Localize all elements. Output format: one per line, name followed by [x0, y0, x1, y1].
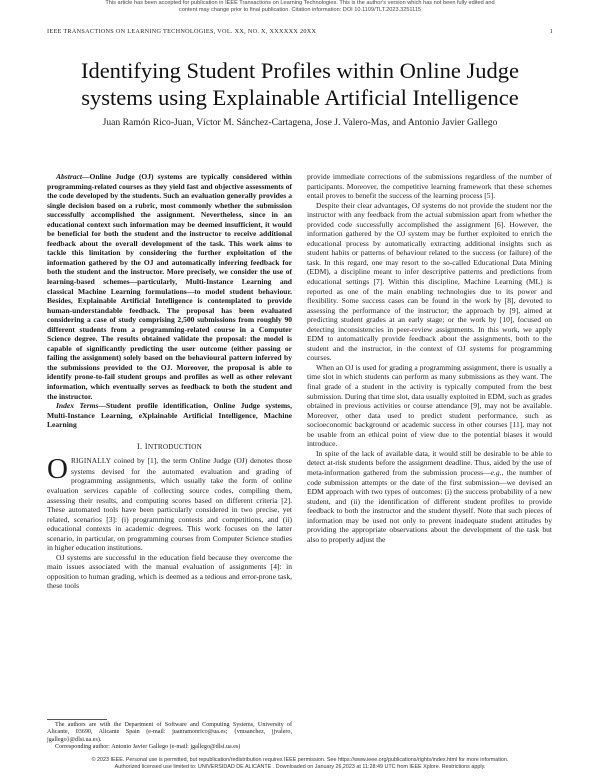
intro-paragraph-3: Despite their clear advantages, OJ systems do not provide the student nor the instructor with any feedback from the actual submission apart from whether the provided code successfully accomplished the assignment [6]. However, the information gathered by the OJ system may be further exploited to enrich the educational process by automatically extracting additional insights such as student habits or patterns of behaviour related to the success (or failure) of the task. In this regard, one may resort to the so-called Educational Data Mining (EDM), a discipline meant to infer descriptive patterns and predictions from educational settings [7]. Within this discipline, Machine Learning (ML) is reported as one of the main enabling technologies due to its power and flexibility. Some success cases can be found in the work by [8], devoted to assessing the performance of the instructor; the approach by [9], aimed at predicting student grades at an early stage; or the work by [10], focused on detecting inconsistencies in peer-review assignments. In this work, we apply EDM to automatically provide feedback about the assignments, both to the student and the instructor, in the context of OJ systems for programming courses.	[307, 200, 552, 363]
footnote-corresponding-author: Corresponding author: Antonio Javier Gallego (e-mail: jgallego@dlsi.ua.es)	[55, 744, 241, 751]
banner-line-1: This article has been accepted for publication in IEEE Transactions on Learning Technologies. This is the author's version which has not been fully edited and	[105, 0, 495, 6]
running-head	[47, 28, 553, 35]
right-column	[307, 172, 552, 544]
drop-cap: O	[47, 453, 68, 486]
footnote-rule	[47, 719, 107, 720]
author-footnote	[47, 722, 292, 752]
left-column	[47, 172, 292, 591]
intro-paragraph-5-part-a: In spite of the lack of available data, it would still be desirable to be able to detect at-risk students before the assignment deadline. Thus, aided by the use of meta-information gathered from the submission process—	[307, 448, 552, 477]
intro-paragraph-2-continued: provide immediate corrections of the submissions regardless of the number of participants. Moreover, the competitive learning framework that these schemes entail proves to benefit the success of the learning process [5].	[307, 172, 552, 201]
section-heading-introduction	[47, 442, 292, 453]
footnote-affiliation: The authors are with the Department of Software and Computing Systems, University of Alicante, 03690, Alicante Spain (e-mail: juanramonrico@ua.es; {vmsanchez, jjvalero, jgallego}@dlsi.ua.es).	[47, 722, 292, 743]
index-terms	[47, 401, 292, 430]
paper-title	[40, 57, 560, 111]
abstract-label: Abstract	[56, 172, 82, 181]
abstract-text: —Online Judge (OJ) systems are typically considered within programming-related courses as they yield fast and objective assessments of the code developed by the students. Such an evaluation generally provides a single decision based on a rubric, most commonly whether the submission successfully accomplished the assignment. Nevertheless, since in an educational context such information may be deemed insufficient, it would be beneficial for both the student and the instructor to receive additional feedback about the overall development of the task. This work aims to tackle this limitation by considering the further exploitation of the information gathered by the OJ and automatically inferring feedback for both the student and the instructor. More precisely, we consider the use of learning-based schemes—particularly, Multi-Instance Learning and classical Machine Learning formulations—to model student behaviour. Besides, Explainable Artificial Intelligence is contemplated to provide human-understandable feedback. The proposal has been evaluated considering a case of study comprising 2,500 submissions from roughly 90 different students from a programming-related course in a Computer Science degree. The results obtained validate the proposal: the model is capable of significantly predicting the user outcome (either passing or failing the assignment) solely based on the behavioural pattern inferred by the submissions provided to the OJ. Moreover, the proposal is able to identify prone-to-fail student groups and profiles as well as other relevant information, which eventually serves as feedback to both the student and the instructor.	[47, 172, 292, 401]
intro-paragraph-5	[307, 449, 552, 544]
abstract	[47, 172, 292, 401]
index-terms-text: —Student profile identification, Online Judge systems, Multi-Instance Learning, eXplainable Artificial Intelligence, Machine Learning	[47, 401, 292, 430]
first-word: RIGINALLY	[70, 457, 112, 466]
title-line-2: systems using Explainable Artificial Intelligence	[81, 85, 519, 110]
intro-paragraph-2-start: OJ systems are successful in the education field because they overcome the main issues associated with the manual evaluation of assignments [4]: in opposition to human grading, which is deemed as a tedious and error-prone task, these tools	[47, 552, 292, 591]
intro-paragraph-1	[47, 453, 292, 553]
copyright-line-2: Authorized licensed use limited to: UNIVERSIDAD DE ALICANTE . Downloaded on January 26,2023 at 11:28:49 UTC from IEEE Xplore. Restrictions apply.	[114, 764, 486, 770]
copyright-line-1: © 2023 IEEE. Personal use is permitted, but republication/redistribution requires IEEE permission. See https://www.ieee.org/publications/rights/index.html for more information.	[91, 757, 509, 763]
eg-abbreviation: e.g.	[490, 467, 502, 477]
section-title-caps: NTRODUCTION	[147, 442, 203, 451]
journal-name: IEEE TRANSACTIONS ON LEARNING TECHNOLOGIES, VOL. XX, NO. X, XXXXXX 20XX	[47, 28, 317, 35]
intro-paragraph-4: When an OJ is used for grading a programming assignment, there is usually a time slot in which students can perform as many submissions as they want. The final grade of a student in the activity is typically computed from the best submission. During that time slot, data usually exploited in EDM, such as grades obtained in previous activities or course attendance [9], may not be available. Moreover, other data used to predict student performance, such as socioeconomic background or academic success in other courses [11], may not be usable from an ethical point of view due to the potential biases it would introduce.	[307, 362, 552, 449]
banner-line-2: content may change prior to final publication. Citation information: DOI 10.1109/TLT.2023.3251115	[178, 7, 422, 14]
acceptance-banner	[0, 0, 600, 18]
page-number: 1	[549, 28, 553, 35]
copyright-notice	[0, 757, 600, 771]
intro-paragraph-1-text: coined by [1], the term Online Judge (OJ) denotes those systems devised for the automated evaluation and grading of programming assignments, which usually take the form of online evaluation services capable of collecting source codes, compiling them, assessing their results, and computing scores based on different criteria [2]. These automated tools have been particularly considered in two precise, yet related, scenarios [3]: (i) programming contests and competitions, and (ii) educational contexts in academic degrees. This work focuses on the latter scenario, in particular, on programming courses from Computer Science studies in higher education institutions.	[47, 456, 292, 553]
index-terms-label: Index Terms	[56, 401, 99, 411]
title-line-1: Identifying Student Profiles within Online Judge	[80, 58, 520, 83]
section-number: I. I	[136, 441, 148, 451]
author-list: Juan Ramón Rico-Juan, Víctor M. Sánchez-Cartagena, Jose J. Valero-Mas, and Antonio Javier Gallego	[102, 117, 498, 128]
intro-paragraph-5-part-b: , the number of code submission attempts or the date of the first submission—we devised an EDM approach with two types of outcomes: (i) the success probability of a new student, and (ii) the identification of different student profiles to provide feedback to both the instructor and the student thyself. Note that such pieces of information may be used not only to prevent inadequate student attitudes by providing the appropriate observations about the development of the task but also to properly adjust the	[307, 467, 553, 544]
